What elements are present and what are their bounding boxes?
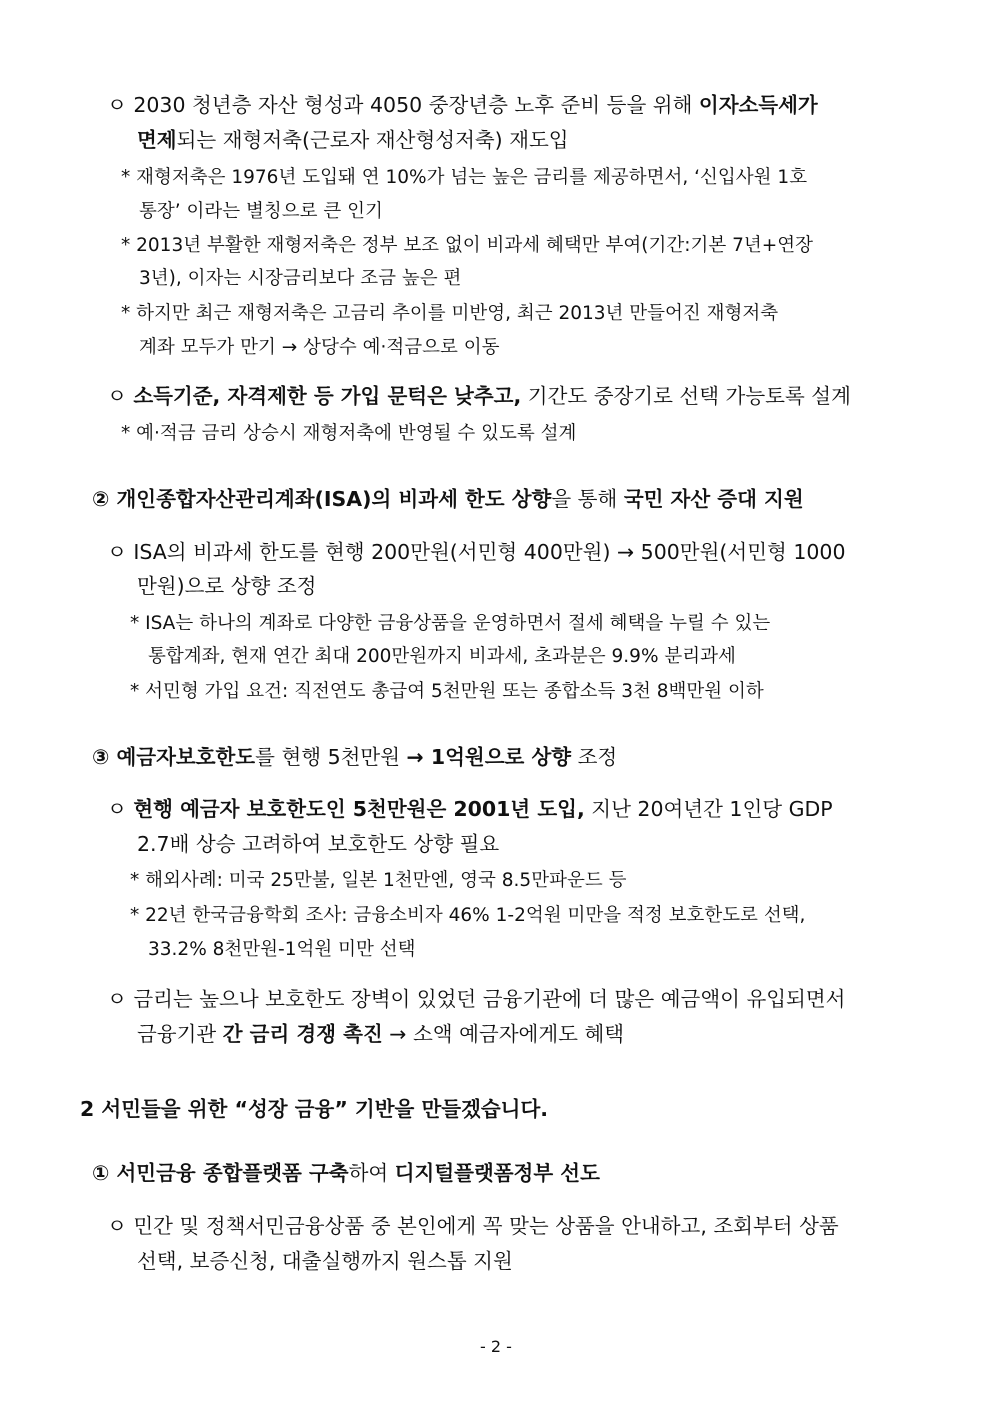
bullet-paragraph [107, 799, 833, 820]
bullet-paragraph [107, 95, 818, 116]
note: * 예·적금 금리 상승시 재형저축에 반영될 수 있도록 설계 [121, 423, 577, 444]
bullet-paragraph: ㅇ ISA의 비과세 한도를 현행 200만원(서민형 400만원) → 500만원(서민형 1000 [107, 540, 846, 564]
note: * 해외사례: 미국 25만불, 일본 1천만엔, 영국 8.5만파운드 등 [130, 870, 627, 891]
bullet-paragraph: ㅇ 민간 및 정책서민금융상품 중 본인에게 꼭 맞는 상품을 안내하고, 조회부터 상품 [107, 1214, 839, 1238]
page-number: - 2 - [480, 1337, 512, 1356]
bold-text: ① 서민금융 종합플랫폼 구축 [92, 1161, 349, 1185]
bold-text: 디지털플랫폼정부 선도 [394, 1161, 600, 1185]
note: * 2013년 부활한 재형저축은 정부 보조 없이 비과세 혜택만 부여(기간:기본 7년+연장 [121, 235, 813, 256]
note: * 하지만 최근 재형저축은 고금리 추이를 미반영, 최근 2013년 만들어진 재형저축 [121, 303, 779, 324]
text: ㅇ 2030 청년층 자산 형성과 4050 중장년층 노후 준비 등을 위해 [107, 93, 699, 117]
note: * 서민형 가입 요건: 직전연도 총급여 5천만원 또는 종합소득 3천 8백만원 이하 [130, 681, 764, 702]
text: 금융기관 [137, 1022, 223, 1046]
text: 하여 [348, 1161, 395, 1185]
bullet-paragraph-cont: 선택, 보증신청, 대출실행까지 원스톱 지원 [137, 1249, 513, 1273]
note-cont: 계좌 모두가 만기 → 상당수 예·적금으로 이동 [139, 337, 500, 358]
note: * 재형저축은 1976년 도입돼 연 10%가 넘는 높은 금리를 제공하면서, ‘신입사원 1호 [121, 167, 808, 188]
bullet-marker: ㅇ [107, 384, 134, 408]
text: 을 통해 [551, 487, 624, 511]
text: 되는 재형저축(근로자 재산형성저축) 재도입 [176, 128, 569, 152]
bold-text: 2 서민들을 위한 “성장 금융” 기반을 만들겠습니다. [80, 1097, 549, 1121]
text: 지난 20여년간 1인당 GDP [584, 797, 833, 821]
bold-text: 국민 자산 증대 지원 [623, 487, 804, 511]
subheading [92, 489, 804, 510]
bullet-marker: ㅇ [107, 797, 134, 821]
note-cont: 통장’ 이라는 별칭으로 큰 인기 [139, 201, 383, 222]
bold-text: 현행 예금자 보호한도인 5천만원은 2001년 도입, [133, 797, 585, 821]
bullet-paragraph-cont: 만원)으로 상향 조정 [137, 574, 317, 598]
bold-text: 소득기준, 자격제한 등 가입 문턱은 낮추고, [133, 384, 522, 408]
text: 조정 [571, 745, 618, 769]
bold-text: 이자소득세가 [698, 93, 818, 117]
text: 기간도 중장기로 선택 가능토록 설계 [521, 384, 851, 408]
bullet-paragraph [107, 386, 851, 407]
bold-text: 간 금리 경쟁 촉진 [222, 1022, 383, 1046]
bullet-paragraph: ㅇ 금리는 높으나 보호한도 장벽이 있었던 금융기관에 더 많은 예금액이 유입되면서 [107, 987, 846, 1011]
bold-text: 면제 [137, 128, 177, 152]
subheading [92, 747, 617, 768]
note-cont: 3년), 이자는 시장금리보다 조금 높은 편 [139, 268, 462, 289]
text: → 소액 예금자에게도 혜택 [382, 1022, 625, 1046]
note: * ISA는 하나의 계좌로 다양한 금융상품을 운영하면서 절세 혜택을 누릴 수 있는 [130, 613, 771, 634]
bullet-paragraph-cont [137, 130, 569, 151]
bullet-paragraph-cont: 2.7배 상승 고려하여 보호한도 상향 필요 [137, 832, 500, 856]
note-cont: 33.2% 8천만원-1억원 미만 선택 [148, 939, 416, 960]
text: 를 현행 5천만원 [255, 745, 407, 769]
bold-text: ③ 예금자보호한도 [92, 745, 256, 769]
bullet-paragraph-cont [137, 1024, 624, 1045]
bold-text: ② 개인종합자산관리계좌(ISA)의 비과세 한도 상향 [92, 487, 552, 511]
note-cont: 통합계좌, 현재 연간 최대 200만원까지 비과세, 초과분은 9.9% 분리과세 [148, 646, 736, 667]
bold-text: → 1억원으로 상향 [406, 745, 572, 769]
section-title [80, 1099, 548, 1120]
note: * 22년 한국금융학회 조사: 금융소비자 46% 1-2억원 미만을 적정 보호한도로 선택, [130, 905, 806, 926]
subheading [92, 1163, 600, 1184]
